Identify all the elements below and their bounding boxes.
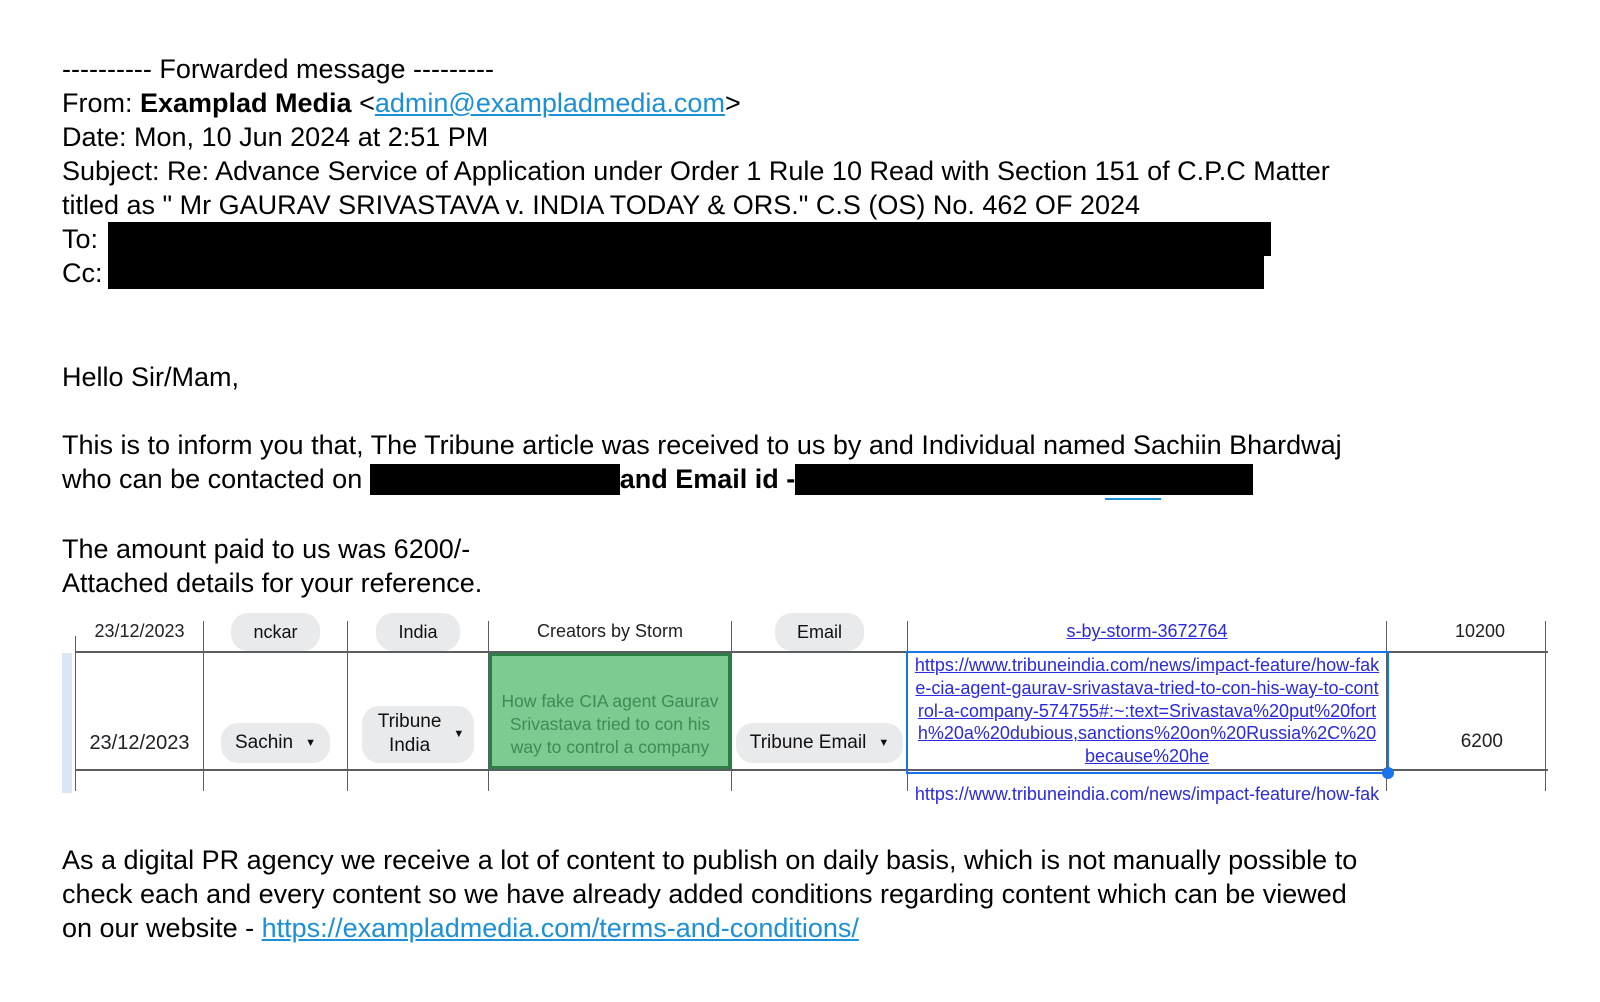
cell-date: 23/12/2023 [76,653,204,769]
body-line-2 [62,462,1600,496]
amount-block [62,532,1600,600]
from-label: From: [62,88,140,118]
attached-line: Attached details for your reference. [62,568,483,599]
sheet-row-partial-bottom [76,771,1548,805]
greeting: Hello Sir/Mam, [62,362,240,392]
cc-redaction-bar [108,256,1264,289]
closing-paragraph [62,843,1600,945]
sheet-row-header-strip [62,653,72,793]
cell-date-top: 23/12/2023 [76,621,204,653]
cell-amount-top: 10200 [1387,621,1546,653]
email-redaction-bar [795,464,1253,495]
green-highlighted-cell[interactable]: How fake CIA agent Gaurav Srivastava tried to con his way to control a company [489,653,731,769]
redacted-link-sliver [1105,495,1161,500]
sheet-row-main [76,653,1548,771]
tribune-article-link[interactable]: h%20a%20dubious,sanctions%20on%20Russia%2C%20 [917,723,1377,744]
cell-type [732,653,908,769]
name-dropdown-chip-top[interactable]: nckar [231,613,319,651]
dropdown-arrow-icon: ▼ [453,728,465,741]
to-line [62,222,1600,256]
body-paragraph [62,428,1600,496]
cell-country-top [348,621,489,653]
dropdown-arrow-icon: ▼ [878,737,890,750]
closing-line-3: on our website - https://exampladmedia.com/terms-and-conditions/ [62,913,859,944]
to-redaction-bar [108,222,1271,256]
tribune-article-link[interactable]: because%20he [1084,746,1210,767]
to-label: To: [62,224,99,254]
closing-line-1: As a digital PR agency we receive a lot of content to publish on daily basis, which is not manually possible to [62,845,1358,876]
angle-open: < [359,88,375,118]
publication-dropdown-chip[interactable]: Tribune India ▼ [362,706,475,763]
from-line [62,86,1600,120]
angle-close: > [724,88,741,118]
cell-name [204,653,348,769]
cell-link-top [908,621,1387,653]
date-line: Date: Mon, 10 Jun 2024 at 2:51 PM [62,122,489,152]
sheet-table [75,621,1548,805]
sender-name: Examplad Media [140,88,352,118]
cell-title-top: Creators by Storm [489,621,732,653]
cell-type-top [732,621,908,653]
cell-publication [348,653,489,769]
cc-label: Cc: [62,258,103,288]
phone-redaction-bar [370,464,620,495]
cc-line [62,256,1600,290]
email-body [62,52,1600,945]
email-id-bold-text: and Email id - [619,464,796,494]
subject-line-2: titled as " Mr GAURAV SRIVASTAVA v. INDIA TODAY & ORS." C.S (OS) No. 462 OF 2024 [62,190,1140,220]
sheet-row-partial-top [76,621,1548,653]
cell-amount: 6200 [1387,653,1546,769]
forwarded-message-header: ---------- Forwarded message --------- [62,54,494,84]
type-dropdown-chip-top[interactable]: Email [775,613,864,651]
subject-line-1: Subject: Re: Advance Service of Application under Order 1 Rule 10 Read with Section 151 of C.P.C Matter [62,156,1330,186]
type-dropdown-chip[interactable]: Tribune Email ▼ [736,723,903,763]
cell-article-title [489,653,732,769]
attached-spreadsheet-image [62,621,1552,805]
tribune-article-link[interactable]: e-cia-agent-gaurav-srivastava-tried-to-con-his-way-to-cont [915,678,1379,699]
country-dropdown-chip-top[interactable]: India [376,613,459,651]
body-line-1: This is to inform you that, The Tribune article was received to us by and Individual named Sachiin Bhardwaj [62,430,1342,460]
contact-prefix: who can be contacted on [62,464,370,494]
tribune-article-link[interactable]: rol-a-company-574755#:~:text=Srivastava%20put%20fort [917,700,1377,721]
cell-name-top [204,621,348,653]
tribune-article-link[interactable]: https://www.tribuneindia.com/news/impact-feature/how-fak [914,655,1380,676]
name-dropdown-chip[interactable]: Sachin ▼ [221,723,330,763]
dropdown-arrow-icon: ▼ [305,737,316,750]
amount-line: The amount paid to us was 6200/- [62,534,471,565]
cell-link-bottom-partial: https://www.tribuneindia.com/news/impact-feature/how-fak [908,771,1387,791]
terms-and-conditions-link[interactable]: https://exampladmedia.com/terms-and-conditions/ [261,913,859,944]
cell-article-url [908,653,1387,769]
closing-line-2: check each and every content so we have already added conditions regarding content which can be viewed [62,879,1347,910]
storm-article-link[interactable]: s-by-storm-3672764 [1066,621,1228,642]
sender-email-link[interactable]: admin@exampladmedia.com [374,88,725,118]
